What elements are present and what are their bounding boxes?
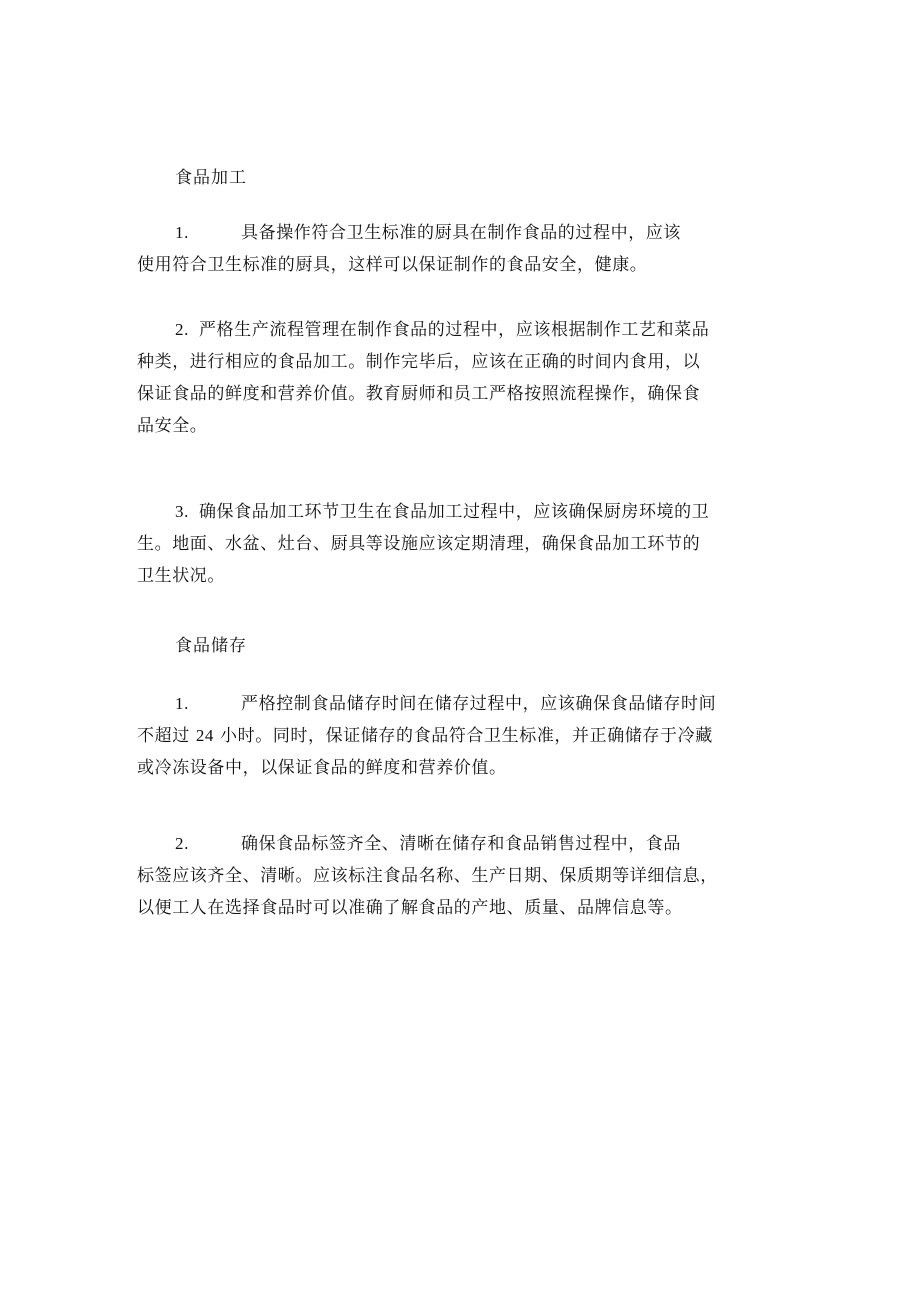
paragraph-line: 以便工人在选择食品时可以准确了解食品的产地、质量、品牌信息等。 (137, 898, 683, 918)
paragraph-text: 严格控制食品储存时间在储存过程中，应该确保食品储存时间 (241, 694, 717, 714)
section-heading-food-processing: 食品加工 (175, 168, 247, 188)
paragraph-text: 小时。同时，保证储存的食品符合卫生标准，并正确储存于冷藏 (214, 726, 713, 746)
processing-item-2 (137, 314, 787, 442)
paragraph-line (137, 496, 787, 528)
paragraph-line: 卫生状况。 (137, 566, 225, 586)
paragraph-text: 确保食品标签齐全、清晰在储存和食品销售过程中，食品 (241, 834, 681, 854)
item-number: 1. (175, 694, 189, 713)
item-number: 1. (175, 223, 189, 242)
processing-item-1 (137, 217, 787, 281)
paragraph-line: 使用符合卫生标准的厨具，这样可以保证制作的食品安全，健康。 (137, 255, 648, 275)
storage-item-1 (137, 688, 787, 784)
processing-item-3 (137, 496, 787, 592)
paragraph-text: 具备操作符合卫生标准的厨具在制作食品的过程中，应该 (241, 223, 681, 243)
paragraph-line: 生。地面、水盆、灶台、厨具等设施应该定期清理，确保食品加工环节的 (137, 534, 701, 554)
section-heading-food-storage: 食品储存 (175, 636, 247, 656)
paragraph-line: 品安全。 (137, 416, 208, 436)
paragraph-line: 种类，进行相应的食品加工。制作完毕后，应该在正确的时间内食用，以 (137, 352, 701, 372)
paragraph-line (137, 828, 787, 860)
hours-value: 24 (195, 726, 215, 745)
storage-item-2 (137, 828, 787, 924)
paragraph-line: 或冷冻设备中，以保证食品的鲜度和营养价值。 (137, 758, 507, 778)
item-number: 3. (175, 502, 189, 521)
paragraph-line (137, 720, 787, 752)
paragraph-line (137, 688, 787, 720)
paragraph-line: 保证食品的鲜度和营养价值。教育厨师和员工严格按照流程操作，确保食 (137, 384, 701, 404)
paragraph-text: 严格生产流程管理在制作食品的过程中，应该根据制作工艺和菜品 (198, 320, 710, 340)
item-number: 2. (175, 834, 189, 853)
paragraph-text: 不超过 (137, 726, 196, 746)
paragraph-line (137, 217, 787, 249)
item-number: 2. (175, 320, 189, 339)
paragraph-text: 确保食品加工环节卫生在食品加工过程中，应该确保厨房环境的卫 (198, 502, 710, 522)
paragraph-line (137, 314, 787, 346)
paragraph-line: 标签应该齐全、清晰。应该标注食品名称、生产日期、保质期等详细信息， (137, 866, 718, 886)
